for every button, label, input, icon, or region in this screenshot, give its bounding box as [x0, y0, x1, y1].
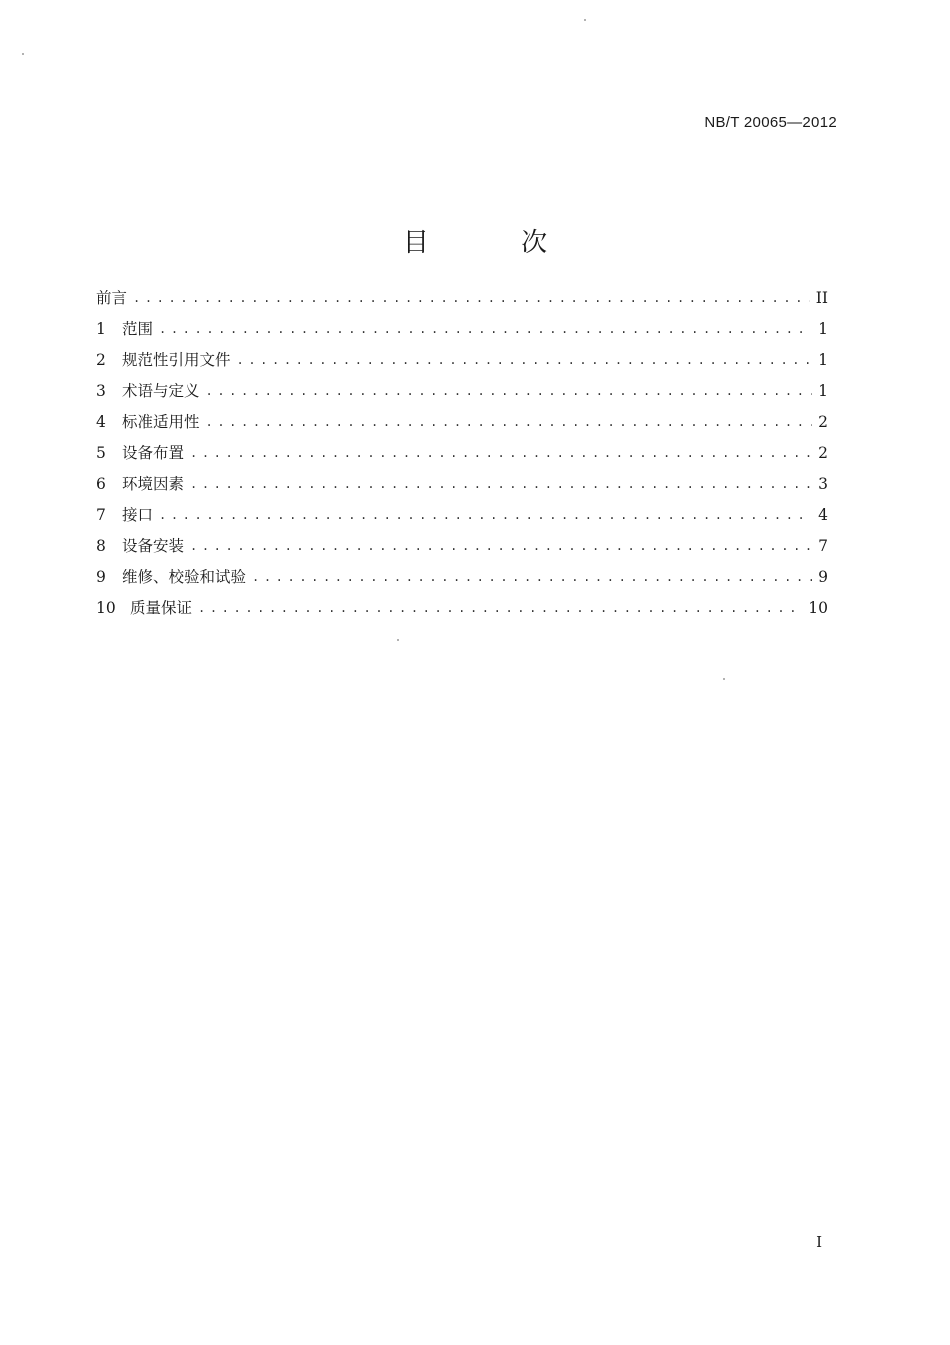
scan-speck [584, 19, 586, 21]
toc-entry-4[interactable] [96, 407, 828, 438]
dot-leader [252, 562, 812, 593]
toc-entry-5[interactable] [96, 438, 828, 469]
toc-entry-label: 设备安装 [122, 537, 185, 555]
toc-entry-number: 10 [96, 599, 116, 617]
toc-entry-label: 质量保证 [130, 599, 193, 617]
toc-entry-6[interactable] [96, 469, 828, 500]
toc-entry-page: 10 [808, 599, 828, 617]
toc-entry-3[interactable] [96, 376, 828, 407]
scan-speck [723, 678, 725, 680]
dot-leader [159, 314, 812, 345]
toc-entry-1[interactable] [96, 314, 828, 345]
toc-entry-preface[interactable] [96, 283, 828, 314]
toc-entry-page: 3 [818, 475, 828, 493]
toc-entry-label: 标准适用性 [122, 413, 200, 431]
toc-entry-label: 维修、校验和试验 [122, 568, 247, 586]
toc-entry-label: 范围 [122, 320, 154, 338]
toc-entry-number: 3 [96, 382, 106, 400]
toc-entry-page: 7 [818, 537, 828, 555]
dot-leader [198, 593, 802, 624]
dot-leader [133, 283, 810, 314]
toc-entry-label: 前言 [96, 289, 128, 307]
dot-leader [190, 469, 812, 500]
toc-entry-number: 8 [96, 537, 106, 555]
toc-entry-label: 接口 [122, 506, 154, 524]
standard-code: NB/T 20065—2012 [704, 114, 837, 131]
dot-leader [237, 345, 813, 376]
toc-entry-page: 4 [818, 506, 828, 524]
page-number: I [816, 1233, 822, 1251]
toc-entry-9[interactable] [96, 562, 828, 593]
toc-title: 目 次 [402, 228, 590, 259]
toc-entry-page: 1 [818, 320, 828, 338]
dot-leader [190, 438, 812, 469]
toc-entry-page: 1 [818, 382, 828, 400]
toc-entry-label: 环境因素 [122, 475, 185, 493]
scan-speck [397, 639, 399, 641]
toc-entry-number: 1 [96, 320, 106, 338]
toc-entry-number: 9 [96, 568, 106, 586]
toc-entry-2[interactable] [96, 345, 828, 376]
toc-entry-number: 6 [96, 475, 106, 493]
dot-leader [190, 531, 812, 562]
toc-entry-label: 设备布置 [122, 444, 185, 462]
toc-entry-number: 4 [96, 413, 106, 431]
toc-entry-number: 5 [96, 444, 106, 462]
toc-entry-page: 2 [818, 413, 828, 431]
toc-entry-page: II [815, 289, 828, 307]
toc-entry-10[interactable] [96, 593, 828, 624]
table-of-contents [96, 283, 828, 624]
toc-entry-page: 9 [818, 568, 828, 586]
toc-entry-label: 术语与定义 [122, 382, 200, 400]
toc-entry-number: 7 [96, 506, 106, 524]
toc-entry-number: 2 [96, 351, 106, 369]
toc-entry-8[interactable] [96, 531, 828, 562]
dot-leader [159, 500, 812, 531]
dot-leader [206, 376, 813, 407]
toc-entry-7[interactable] [96, 500, 828, 531]
scan-speck [22, 53, 24, 55]
dot-leader [206, 407, 813, 438]
toc-entry-page: 1 [818, 351, 828, 369]
toc-entry-label: 规范性引用文件 [122, 351, 231, 369]
toc-entry-page: 2 [818, 444, 828, 462]
